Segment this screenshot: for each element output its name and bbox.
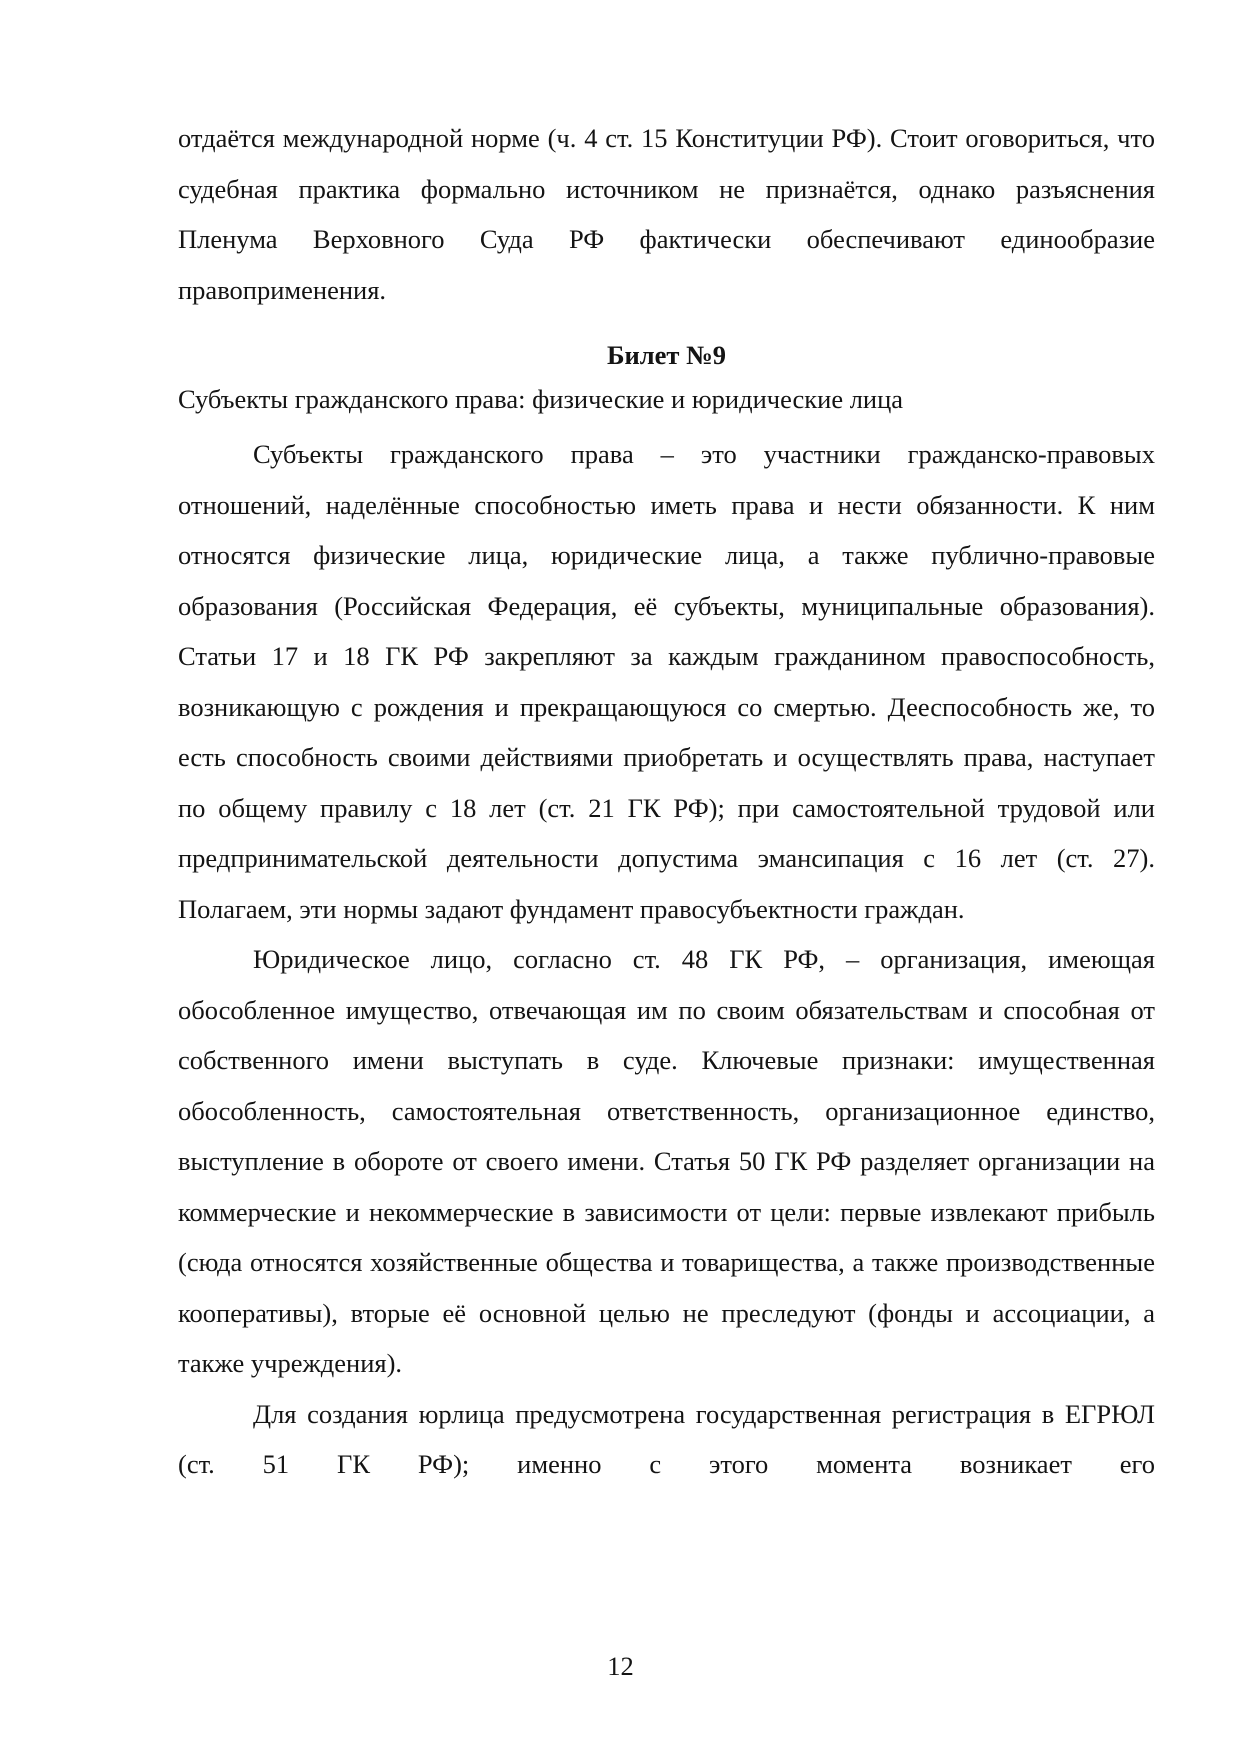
ticket-topic: Субъекты гражданского права: физические и юридические лица: [178, 384, 904, 414]
body-paragraph-2: Юридическое лицо, согласно ст. 48 ГК РФ, – организация, имеющая обособленное имущество, отвечающая им по своим обязательствам и способная от собственного имени выступать в суде. Ключевые признаки: имущественная обособленность, самостоятельная ответственность, организационное единство, выступление в обороте от своего имени. Статья 50 ГК РФ разделяет организации на коммерческие и некоммерческие в зависимости от цели: первые извлекают прибыль (сюда относятся хозяйственные общества и товарищества, а также производственные кооперативы), вторые её основной целью не преследуют (фонды и ассоциации, а также учреждения).: [178, 944, 1155, 1378]
document-page: [178, 113, 1155, 1490]
page-number: 12: [607, 1651, 634, 1681]
intro-paragraph: отдаётся международной норме (ч. 4 ст. 15 Конституции РФ). Стоит оговориться, что судебная практика формально источником не признаётся, однако разъяснения Пленума Верховного Суда РФ фактически обеспечивают единообразие правоприменения.: [178, 123, 1155, 305]
body-paragraph-3: Для создания юрлица предусмотрена государственная регистрация в ЕГРЮЛ (ст. 51 ГК РФ); именно с этого момента возникает его: [178, 1398, 1155, 1479]
body-paragraph-1: Субъекты гражданского права – это участники гражданско-правовых отношений, наделённые способностью иметь права и нести обязанности. К ним относятся физические лица, юридические лица, а также публично-правовые образования (Российская Федерация, её субъекты, муниципальные образования). Статьи 17 и 18 ГК РФ закрепляют за каждым гражданином правоспособность, возникающую с рождения и прекращающуюся со смертью. Дееспособность же, то есть способность своими действиями приобретать и осуществлять права, наступает по общему правилу с 18 лет (ст. 21 ГК РФ); при самостоятельной трудовой или предпринимательской деятельности допустима эмансипация с 16 лет (ст. 27). Полагаем, эти нормы задают фундамент правосубъектности граждан.: [178, 439, 1155, 924]
ticket-title: Билет №9: [607, 340, 726, 370]
